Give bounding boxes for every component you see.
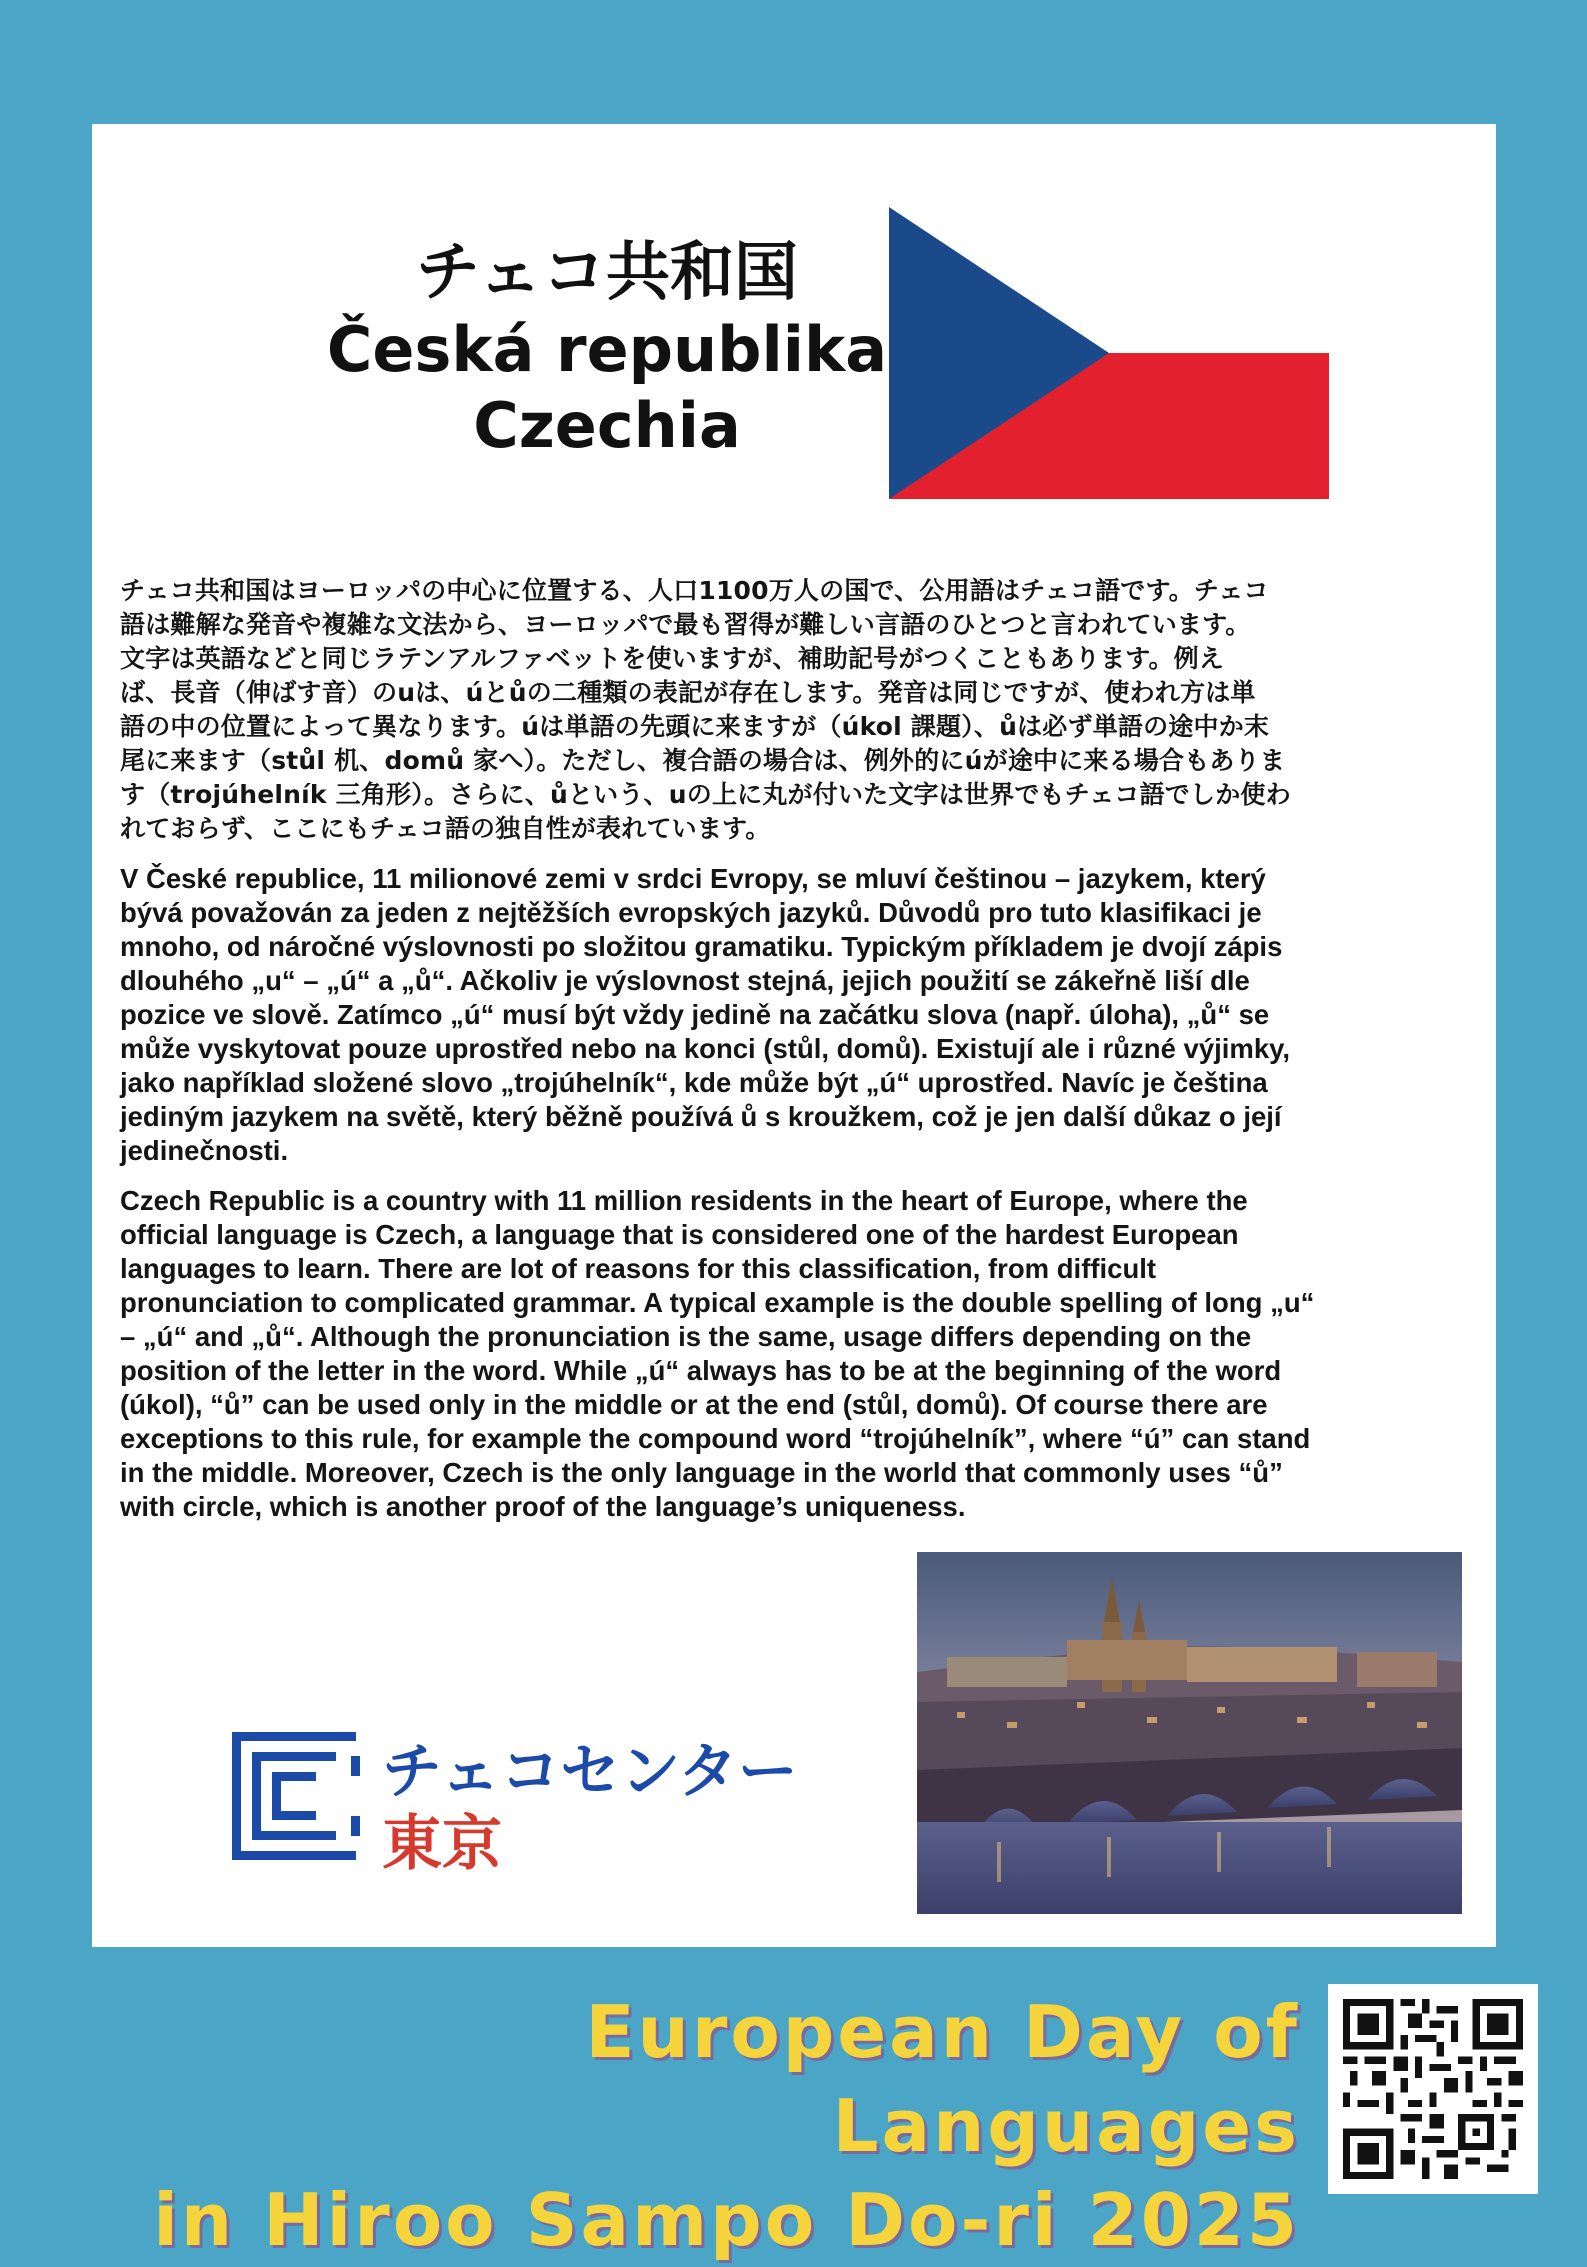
title-english: Czechia [473,388,741,462]
paragraph-japanese: チェコ共和国はヨーロッパの中心に位置する、人口1100万人の国で、公用語はチェコ語です。チェコ 語は難解な発音や複雑な文法から、ヨーロッパで最も習得が難しい言語のひとつと言われています。 文字は英語などと同じラテンアルファベットを使いますが、補助記号がつくこともあります。例え ば、長音（伸ばす音）のuは、úとůの二種類の表記が存在します。発音は同じですが、使われ方は単 語の中の位置によって異なります。úは単語の先頭に来ますが（úkol 課題）、ůは必ず単語の途中か末 尾に来ます（stůl 机、domů 家へ）。ただし、複合語の場合は、例外的にúが途中に来る場合もありま す（trojúhelník 三角形）。さらに、ůという、uの上に丸が付いた文字は世界でもチェコ語でしか使わ れておらず、ここにもチェコ語の独自性が表れています。 [120,576,1291,843]
czech-centre-tokyo-logo [232,1724,832,1879]
paragraph-czech: V České republice, 11 milionové zemi v srdci Evropy, se mluví češtinou – jazykem, který bývá považován za jeden z nejtěžších evropských jazyků. Důvodů pro tuto klasifikaci je mnoho, od náročné výslovnosti po složitou gramatiku. Typickým příkladem je dvojí zápis dlouhého „u“ – „ú“ a „ů“. Ačkoliv je výslovnost stejná, jejich použití se zákeřně liší dle pozice ve slově. Zatímco „ú“ musí být vždy jedině na začátku slova (např. úloha), „ů“ se může vyskytovat pouze uprostřed nebo na konci (stůl, domů). Existují ale i různé výjimky, jako například složené slovo „trojúhelník“, kde může být „ú“ uprostřed. Navíc je čeština jediným jazykem na světě, který běžně používá ů s kroužkem, což je jen další důkaz o její jedinečnosti. [120,863,1291,1166]
qr-code-icon [1343,1999,1523,2179]
logo-city: 東京 [382,1809,502,1879]
body-text [120,574,1468,1540]
banner-line-2: in Hiroo Sampo Do-ri 2025 [153,2178,1300,2262]
prague-photo [917,1552,1462,1914]
czech-flag-icon [889,207,1329,499]
logo-name: チェコセンター [382,1737,798,1807]
title-czech: Česká republika [326,313,888,387]
banner-line-1: European Day of Languages [585,1990,1300,2168]
event-banner [110,1985,1300,2267]
title-japanese: チェコ共和国 [415,236,799,310]
title-block [242,234,972,463]
content-card [92,124,1496,1947]
paragraph-english: Czech Republic is a country with 11 million residents in the heart of Europe, where the official language is Czech, a language that is considered one of the hardest European languages to learn. There are lot of reasons for this classification, from difficult pronunciation to complicated grammar. A typical example is the double spelling of long „u“ – „ú“ and „ů“. Although the pronunciation is the same, usage differs depending on the position of the letter in the word. While „ú“ always has to be at the beginning of the word (úkol), “ů” can be used only in the middle or at the end (stůl, domů). Of course there are exceptions to this rule, for example the compound word “trojúhelník”, where “ú” can stand in the middle. Moreover, Czech is the only language in the world that commonly uses “ů” with circle, which is another proof of the language’s uniqueness. [120,1185,1315,1522]
qr-code[interactable] [1328,1984,1538,2194]
czech-centre-logo-icon [232,1732,360,1860]
